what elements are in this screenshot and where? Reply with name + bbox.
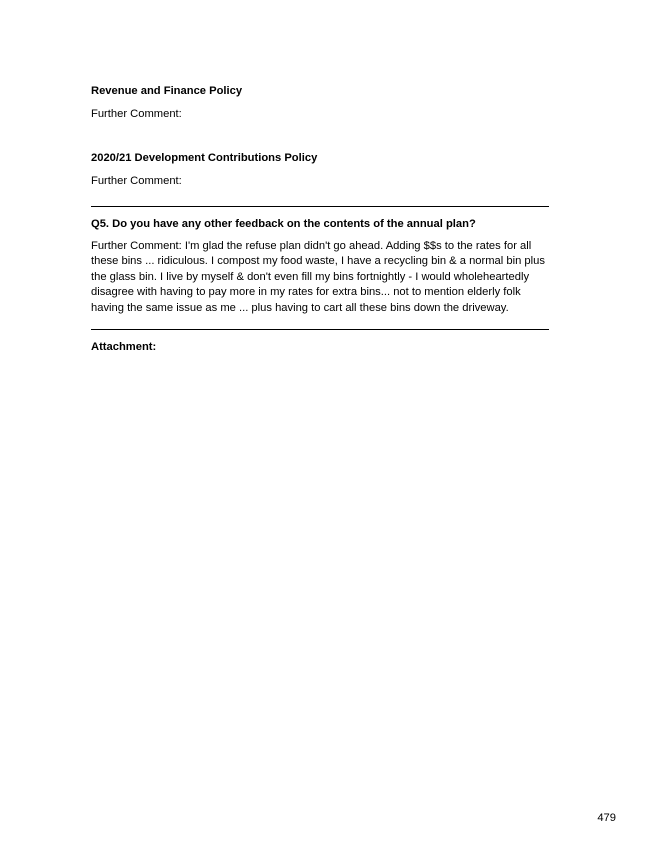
revenue-finance-heading: Revenue and Finance Policy [91,85,243,97]
section-divider [91,206,549,207]
attachment-heading: Attachment: [91,341,157,353]
q5-question-heading: Q5. Do you have any other feedback on the contents of the annual plan? [91,218,476,230]
q5-comment-line: disagree with having to pay more in my rates for extra bins... not to mention elderly folk [91,286,521,299]
q5-comment-line: Further Comment: I'm glad the refuse plan didn't go ahead. Adding $$s to the rates for all [91,240,532,252]
development-contributions-comment: Further Comment: [91,175,182,187]
section-divider [91,329,549,330]
page-number: 479 [597,812,616,824]
q5-comment-line: these bins ... ridiculous. I compost my food waste, I have a recycling bin & a normal bin plus [91,255,545,268]
q5-comment-paragraph [91,239,561,316]
q5-comment-line: the glass bin. I live by myself & don't even fill my bins fortnightly - I would wholeheartedly [91,270,530,283]
development-contributions-heading: 2020/21 Development Contributions Policy [91,152,318,164]
q5-comment-line: having the same issue as me ... plus having to cart all these bins down the driveway. [91,301,509,314]
revenue-finance-comment: Further Comment: [91,108,182,120]
